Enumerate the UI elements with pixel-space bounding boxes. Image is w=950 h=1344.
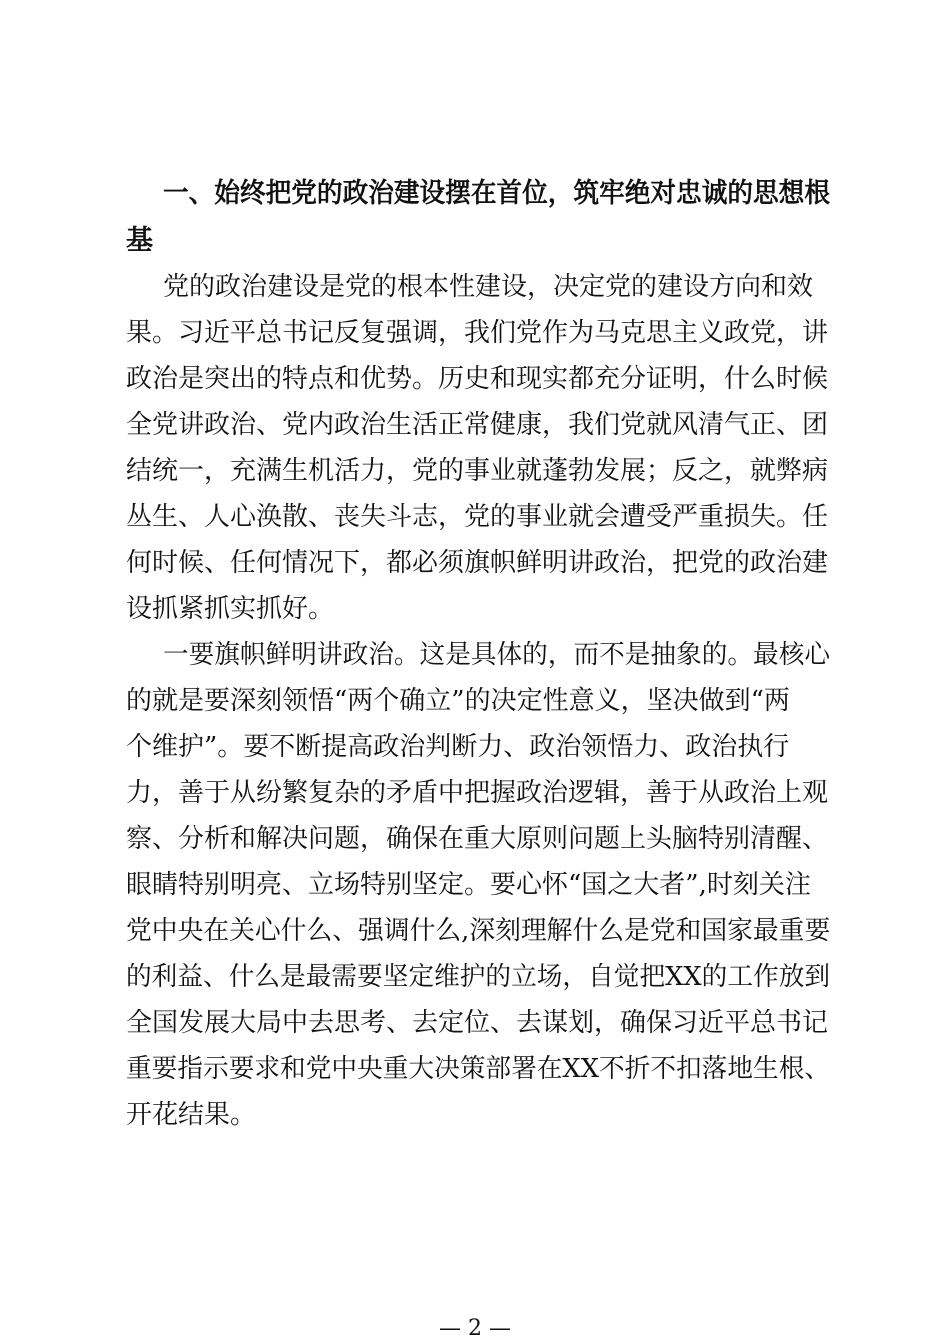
paragraph-1-line: 丛生、人心涣散、丧失斗志，党的事业就会遭受严重损失。任 bbox=[126, 502, 829, 532]
section-heading-line-2: 基 bbox=[126, 225, 153, 256]
paragraph-1-line: 设抓紧抓实抓好。 bbox=[126, 594, 335, 624]
page-number: — 2 — bbox=[439, 1316, 511, 1341]
paragraph-2-line: 一要旗帜鲜明讲政治。这是具体的，而不是抽象的。最核心 bbox=[163, 640, 831, 670]
paragraph-1-line: 结统一，充满生机活力，党的事业就蓬勃发展；反之，就弊病 bbox=[126, 456, 829, 486]
paragraph-2-line: 的利益、什么是最需要坚定维护的立场，自觉把XX的工作放到 bbox=[126, 962, 831, 992]
paragraph-2-line: 眼睛特别明亮、立场特别坚定。要心怀“国之大者”,时刻关注 bbox=[126, 870, 811, 900]
paragraph-1-line: 何时候、任何情况下，都必须旗帜鲜明讲政治，把党的政治建 bbox=[126, 548, 829, 578]
paragraph-2-line: 党中央在关心什么、强调什么,深刻理解什么是党和国家最重要 bbox=[126, 916, 831, 946]
paragraph-2-line: 个维护”。要不断提高政治判断力、政治领悟力、政治执行 bbox=[126, 732, 790, 762]
paragraph-2-line: 开花结果。 bbox=[126, 1100, 257, 1130]
paragraph-2-line: 全国发展大局中去思考、去定位、去谋划，确保习近平总书记 bbox=[126, 1008, 829, 1038]
paragraph-2-line: 的就是要深刻领悟“两个确立”的决定性意义，坚决做到“两 bbox=[126, 686, 790, 716]
paragraph-1-line: 政治是突出的特点和优势。历史和现实都充分证明，什么时候 bbox=[126, 364, 829, 394]
paragraph-1-line: 全党讲政治、党内政治生活正常健康，我们党就风清气正、团 bbox=[126, 410, 829, 440]
section-heading-line-1: 一、始终把党的政治建设摆在首位，筑牢绝对忠诚的思想根 bbox=[163, 178, 830, 209]
paragraph-1-line: 果。习近平总书记反复强调，我们党作为马克思主义政党，讲 bbox=[126, 318, 829, 348]
paragraph-2-line: 察、分析和解决问题，确保在重大原则问题上头脑特别清醒、 bbox=[126, 824, 829, 854]
paragraph-2-line: 重要指示要求和党中央重大决策部署在XX不折不扣落地生根、 bbox=[126, 1054, 831, 1084]
paragraph-2-line: 力，善于从纷繁复杂的矛盾中把握政治逻辑，善于从政治上观 bbox=[126, 778, 829, 808]
paragraph-1-line: 党的政治建设是党的根本性建设，决定党的建设方向和效 bbox=[163, 272, 814, 302]
